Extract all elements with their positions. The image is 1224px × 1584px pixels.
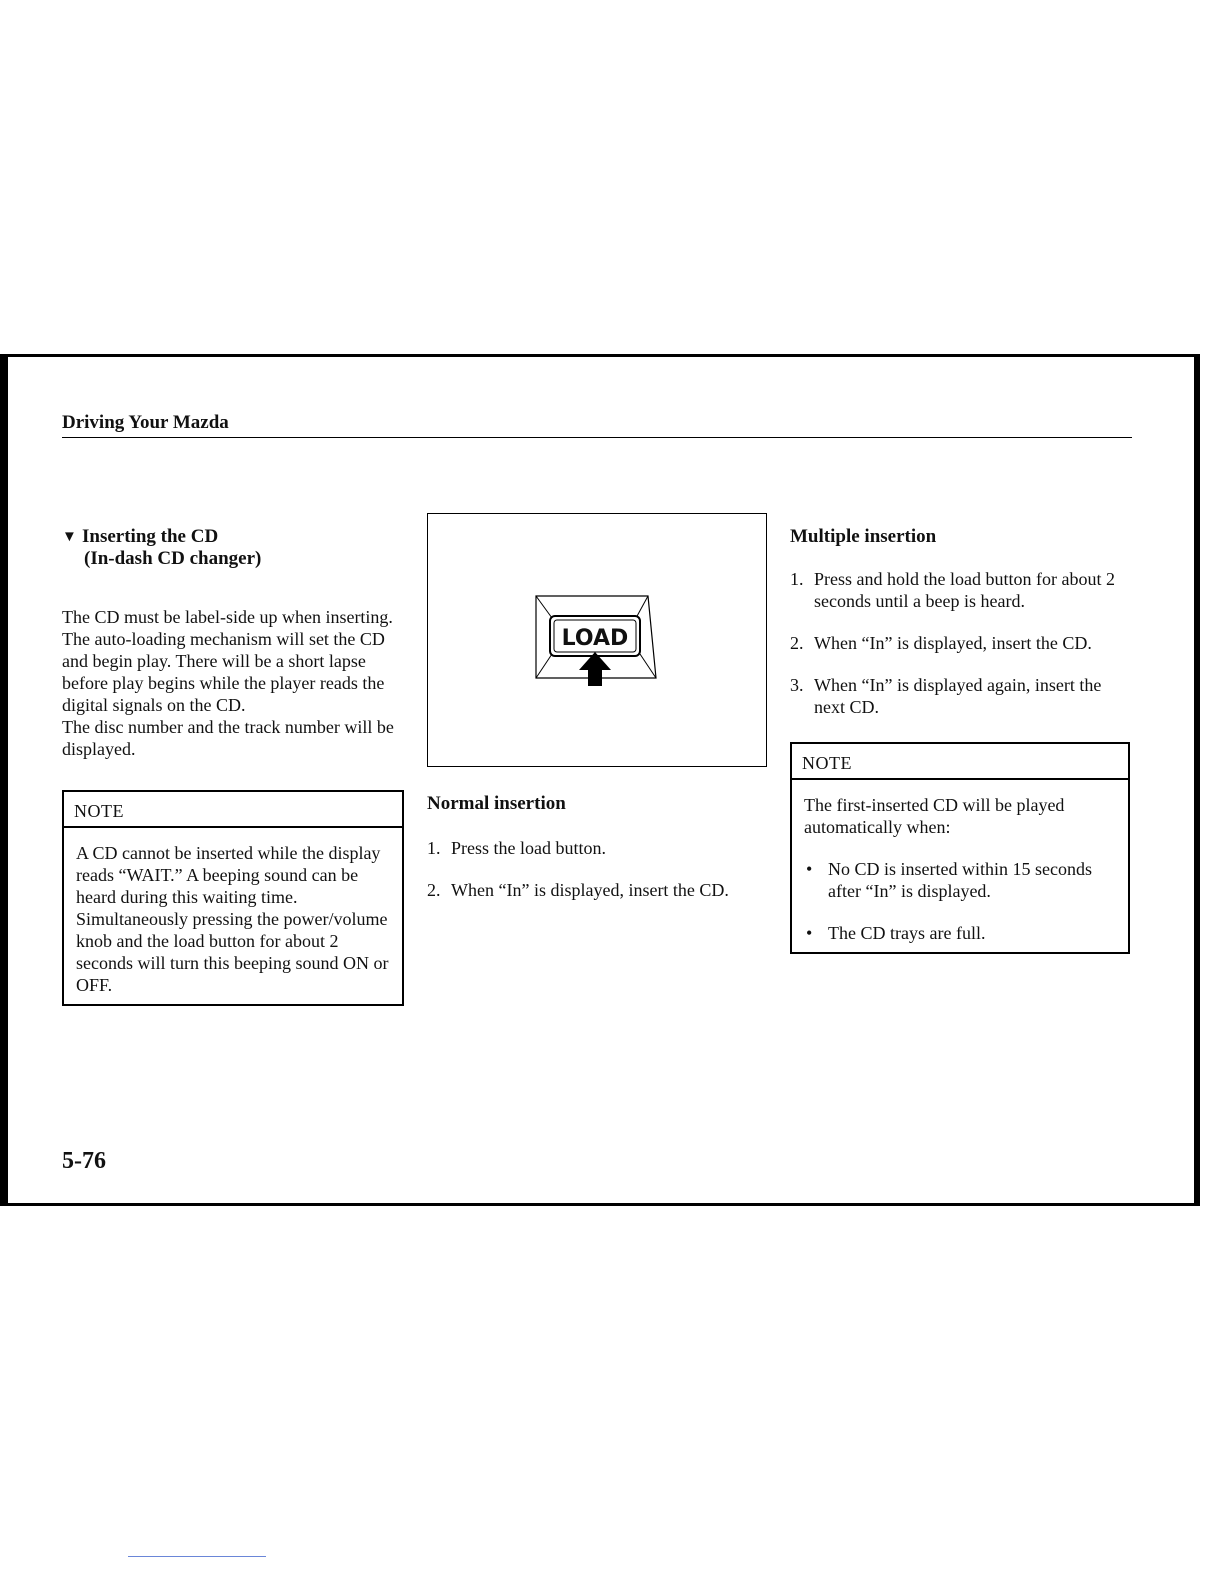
note-box-auto-play	[790, 742, 1130, 954]
multiple-insertion-heading: Multiple insertion	[790, 526, 937, 547]
intro-paragraph: The CD must be label-side up when inserting. The auto-loading mechanism will set the CD and begin play. There will be a short lapse before play begins while the player reads the digital signals on the CD.	[62, 607, 393, 715]
bullet-text: The CD trays are full.	[828, 923, 986, 943]
step-text: Press the load button.	[451, 838, 606, 858]
normal-insertion-steps	[427, 837, 767, 901]
down-triangle-icon: ▼	[62, 529, 77, 545]
note-body: A CD cannot be inserted while the display reads “WAIT.” A beeping sound can be heard during this waiting time. Simultaneously pressing the power/volume knob and the load button for about 2 seconds will turn this beeping sound ON or OFF.	[76, 843, 389, 995]
list-item	[427, 837, 767, 859]
section-header: Driving Your Mazda	[62, 412, 1132, 438]
bullet-icon: •	[806, 923, 813, 943]
note-intro: The first-inserted CD will be played automatically when:	[804, 795, 1065, 837]
column-middle	[427, 513, 767, 921]
list-item	[790, 632, 1132, 654]
bullet-icon: •	[806, 859, 813, 879]
note-body	[792, 780, 1128, 952]
step-number: 3.	[790, 675, 804, 695]
step-number: 2.	[427, 880, 441, 900]
multiple-insertion-steps	[790, 568, 1132, 718]
step-number: 1.	[427, 838, 441, 858]
note-title: NOTE	[64, 792, 402, 828]
heading-line-2: (In-dash CD changer)	[84, 548, 262, 569]
list-item	[427, 879, 767, 901]
note-box-wait	[62, 790, 404, 1006]
scan-artifact-line	[128, 1556, 266, 1557]
list-item	[790, 674, 1132, 718]
section-heading	[62, 526, 404, 570]
load-button-illustration	[427, 513, 767, 767]
heading-line-1: Inserting the CD	[82, 526, 219, 547]
step-text: When “In” is displayed, insert the CD.	[451, 880, 729, 900]
column-left	[62, 526, 404, 1006]
list-item	[790, 568, 1132, 612]
page-number: 5-76	[62, 1148, 106, 1174]
step-text: Press and hold the load button for about 2 seconds until a beep is heard.	[814, 569, 1115, 611]
bullet-text: No CD is inserted within 15 seconds after “In” is displayed.	[828, 859, 1092, 901]
column-right	[790, 526, 1132, 954]
list-item	[804, 858, 1116, 902]
load-panel-drawing	[428, 514, 766, 766]
note-bullets	[804, 858, 1116, 944]
step-number: 2.	[790, 633, 804, 653]
display-paragraph: The disc number and the track number will be displayed.	[62, 717, 394, 759]
list-item	[804, 922, 1116, 944]
load-button-label: LOAD	[561, 626, 629, 651]
step-text: When “In” is displayed again, insert the next CD.	[814, 675, 1102, 717]
step-text: When “In” is displayed, insert the CD.	[814, 633, 1092, 653]
step-number: 1.	[790, 569, 804, 589]
normal-insertion-heading: Normal insertion	[427, 793, 566, 814]
note-title: NOTE	[792, 744, 1128, 780]
